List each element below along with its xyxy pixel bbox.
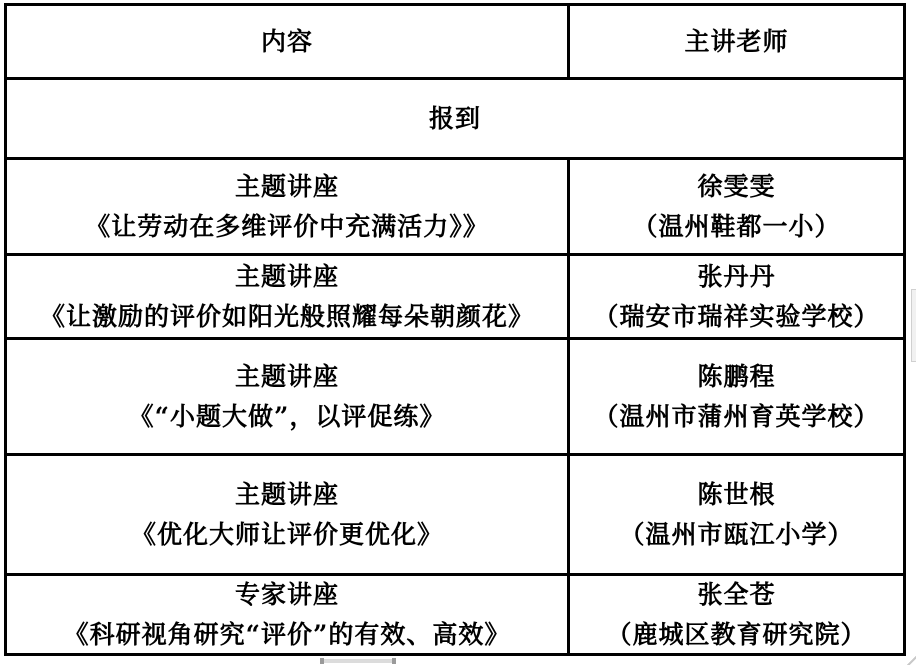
teacher-school: （瑞安市瑞祥实验学校） — [593, 301, 880, 331]
session-type: 主题讲座 — [234, 479, 339, 509]
checkin-label: 报到 — [428, 103, 481, 133]
session-teacher-cell — [570, 160, 903, 253]
teacher-school: （温州市蒲州育英学校） — [593, 401, 880, 431]
session-type: 主题讲座 — [234, 361, 339, 391]
session-title: 《让激励的评价如阳光般照耀每朵朝颜花》 — [39, 301, 534, 331]
session-row — [7, 576, 903, 653]
header-content-cell — [7, 6, 570, 77]
checkin-cell — [7, 80, 903, 157]
teacher-name: 徐雯雯 — [697, 171, 776, 201]
session-type: 专家讲座 — [234, 579, 339, 609]
session-title: 《科研视角研究“评价”的有效、高效》 — [63, 619, 511, 649]
teacher-school: （温州鞋都一小） — [632, 211, 841, 241]
teacher-school: （温州市瓯江小学） — [619, 519, 854, 549]
header-teacher-cell — [570, 6, 903, 77]
horizontal-scrollbar-thumb[interactable] — [320, 659, 396, 663]
session-teacher-cell — [570, 456, 903, 573]
session-title: 《优化大师让评价更优化》 — [130, 519, 443, 549]
session-type: 主题讲座 — [234, 171, 339, 201]
session-teacher-cell — [570, 340, 903, 453]
resize-grip-icon[interactable] — [906, 655, 916, 665]
vertical-scrollbar-thumb[interactable] — [911, 289, 916, 362]
session-title: 《让劳动在多维评价中充满活力》》 — [85, 211, 489, 241]
table-header-row — [7, 6, 903, 80]
teacher-school: （鹿城区教育研究院） — [606, 619, 867, 649]
teacher-name: 陈世根 — [697, 479, 776, 509]
session-teacher-cell — [570, 576, 903, 653]
session-content-cell — [7, 456, 570, 573]
session-content-cell — [7, 340, 570, 453]
session-row — [7, 340, 903, 456]
teacher-name: 张丹丹 — [697, 261, 776, 291]
session-row — [7, 256, 903, 340]
session-title: 《“小题大做”，以评促练》 — [128, 401, 446, 431]
session-content-cell — [7, 576, 570, 653]
session-teacher-cell — [570, 256, 903, 337]
teacher-name: 陈鹏程 — [697, 361, 776, 391]
header-teacher-label: 主讲老师 — [684, 26, 789, 56]
session-content-cell — [7, 256, 570, 337]
scrollbar-cap — [320, 658, 324, 664]
session-row — [7, 456, 903, 576]
session-row — [7, 160, 903, 256]
checkin-row — [7, 80, 903, 160]
schedule-table — [4, 3, 906, 656]
scrollbar-cap — [392, 658, 396, 664]
teacher-name: 张全苍 — [697, 579, 776, 609]
session-type: 主题讲座 — [234, 261, 339, 291]
header-content-label: 内容 — [260, 26, 313, 56]
session-content-cell — [7, 160, 570, 253]
